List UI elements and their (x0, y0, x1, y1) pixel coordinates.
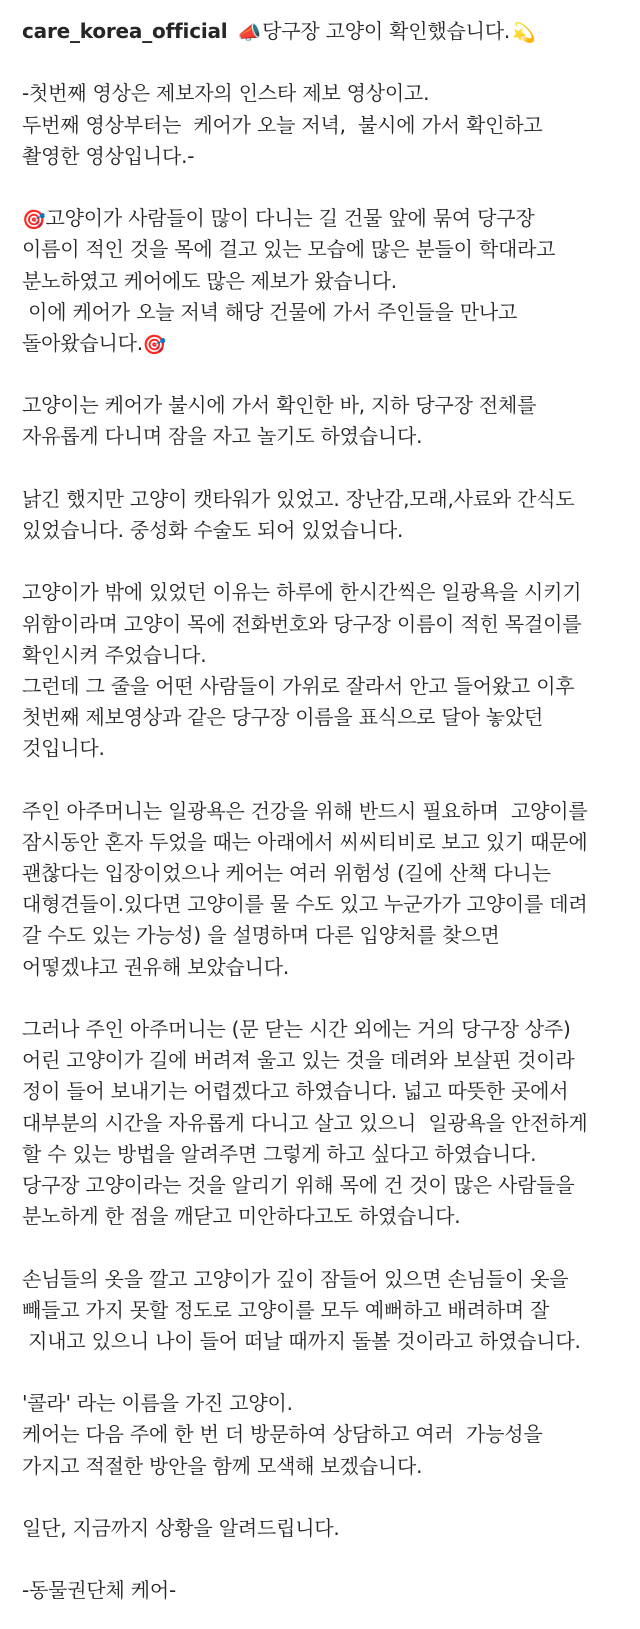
caption-line: 어떻겠냐고 권유해 보았습니다. (22, 954, 290, 979)
caption-line: 어린 고양이가 길에 버려져 울고 있는 것을 데려와 보살핀 것이라 (22, 1048, 575, 1073)
paragraph-gap (22, 983, 640, 1014)
caption-line: 촬영한 영상입니다.- (22, 143, 195, 168)
dizzy-icon: 💫 (512, 22, 536, 44)
caption-line: 케어는 다음 주에 한 번 더 방문하여 상담하고 여러 가능성을 (22, 1422, 543, 1447)
caption-line: 빼들고 가지 못할 정도로 고양이를 모두 예뻐하고 배려하며 잘 (22, 1297, 550, 1322)
caption-line: 정이 들어 보내기는 어렵겠다고 하였습니다. 넓고 따뜻한 곳에서 (22, 1079, 569, 1104)
caption-line: 손님들의 옷을 깔고 고양이가 깊이 잠들어 있으면 손님들이 옷을 (22, 1266, 569, 1291)
caption-line: 두번째 영상부터는 케어가 오늘 저녁, 불시에 가서 확인하고 (22, 112, 543, 137)
paragraph-gap (22, 765, 640, 796)
caption-line: 분노하였고 케어에도 많은 제보가 왔습니다. (22, 268, 397, 293)
caption-line: 그러나 주인 아주머니는 (문 닫는 시간 외에는 거의 당구장 상주) (22, 1017, 571, 1041)
caption-header-line (22, 16, 640, 47)
caption-line: 이름이 적인 것을 목에 걸고 있는 모습에 많은 분들이 학대라고 (22, 237, 556, 262)
megaphone-icon: 📣 (237, 22, 262, 44)
paragraph-gap (22, 1232, 640, 1263)
paragraph-gap (22, 359, 640, 390)
paragraph-gap (22, 1544, 640, 1575)
paragraph-gap (22, 453, 640, 484)
caption-line: 대형견들이.있다면 고양이를 물 수도 있고 누군가가 고양이를 데려 (22, 892, 588, 917)
caption-signature: -동물권단체 케어- (22, 1578, 177, 1603)
caption-line: 할 수 있는 방법을 알려주면 그렇게 하고 싶다고 하였습니다. (22, 1141, 537, 1166)
caption-line: 고양이는 케어가 불시에 가서 확인한 바, 지하 당구장 전체를 (22, 393, 537, 418)
caption-line: 고양이가 밖에 있었던 이유는 하루에 한시간씩은 일광욕을 시키기 (22, 580, 582, 605)
caption-line: 주인 아주머니는 일광욕은 건강을 위해 반드시 필요하며 고양이를 (22, 798, 588, 823)
paragraph-gap (22, 546, 640, 577)
caption-line: 갈 수도 있는 가능성) 을 설명하며 다른 입양처를 찾으면 (22, 923, 500, 948)
caption-line-text: 돌아왔습니다. (22, 330, 143, 355)
caption-line: 일단, 지금까지 상황을 알려드립니다. (22, 1516, 340, 1540)
caption-line: 잠시동안 혼자 두었을 때는 아래에서 씨씨티비로 보고 있기 때문에 (22, 829, 588, 854)
caption-line-text: 고양이가 사람들이 많이 다니는 길 건물 앞에 묶여 당구장 (45, 206, 535, 231)
caption-line: 있었습니다. 중성화 수술도 되어 있었습니다. (22, 518, 404, 542)
caption-line: 괜찮다는 입장이었으나 케어는 여러 위험성 (길에 산책 다니는 (22, 861, 551, 886)
caption-line: 가지고 적절한 방안을 함께 모색해 보겠습니다. (22, 1453, 423, 1478)
caption-line: 분노하게 한 점을 깨닫고 미안하다고도 하였습니다. (22, 1204, 461, 1229)
caption-line: 첫번째 제보영상과 같은 당구장 이름을 표식으로 달아 놓았던 (22, 705, 544, 730)
caption-line: -첫번째 영상은 제보자의 인스타 제보 영상이고. (22, 81, 430, 106)
caption-line: 자유롭게 다니며 잠을 자고 놀기도 하였습니다. (22, 424, 423, 449)
caption-line: 것입니다. (22, 736, 105, 761)
caption-line: 위함이라며 고양이 목에 전화번호와 당구장 이름이 적힌 목걸이를 (22, 611, 582, 636)
paragraph-gap (22, 172, 640, 203)
target-icon: 🎯 (22, 209, 46, 232)
caption-line: 낡긴 했지만 고양이 캣타워가 있었고. 장난감,모래,사료와 간식도 (22, 486, 575, 511)
target-icon: 🎯 (142, 333, 167, 356)
caption-line: 지내고 있으니 나이 들어 떠날 때까지 돌볼 것이라고 하였습니다. (22, 1328, 581, 1353)
caption-line: '콜라' 라는 이름을 가진 고양이. (22, 1391, 293, 1416)
caption-line: 그런데 그 줄을 어떤 사람들이 가위로 잘라서 안고 들어왔고 이후 (22, 673, 575, 698)
caption-line: 이에 케어가 오늘 저녁 해당 건물에 가서 주인들을 만나고 (22, 299, 518, 324)
paragraph-gap (22, 47, 640, 78)
paragraph-gap (22, 1357, 640, 1388)
caption-line (22, 203, 640, 234)
paragraph-gap (22, 1482, 640, 1513)
caption-line: 확인시켜 주었습니다. (22, 642, 207, 667)
caption-line (22, 328, 640, 359)
caption-line: 대부분의 시간을 자유롭게 다니고 살고 있으니 일광욕을 안전하게 (22, 1110, 588, 1135)
post-caption (22, 16, 640, 1607)
caption-header-text: 당구장 고양이 확인했습니다. (262, 19, 511, 43)
caption-line: 당구장 고양이라는 것을 알리기 위해 목에 건 것이 많은 사람들을 (22, 1172, 575, 1197)
username-link[interactable]: care_korea_official (22, 19, 228, 43)
